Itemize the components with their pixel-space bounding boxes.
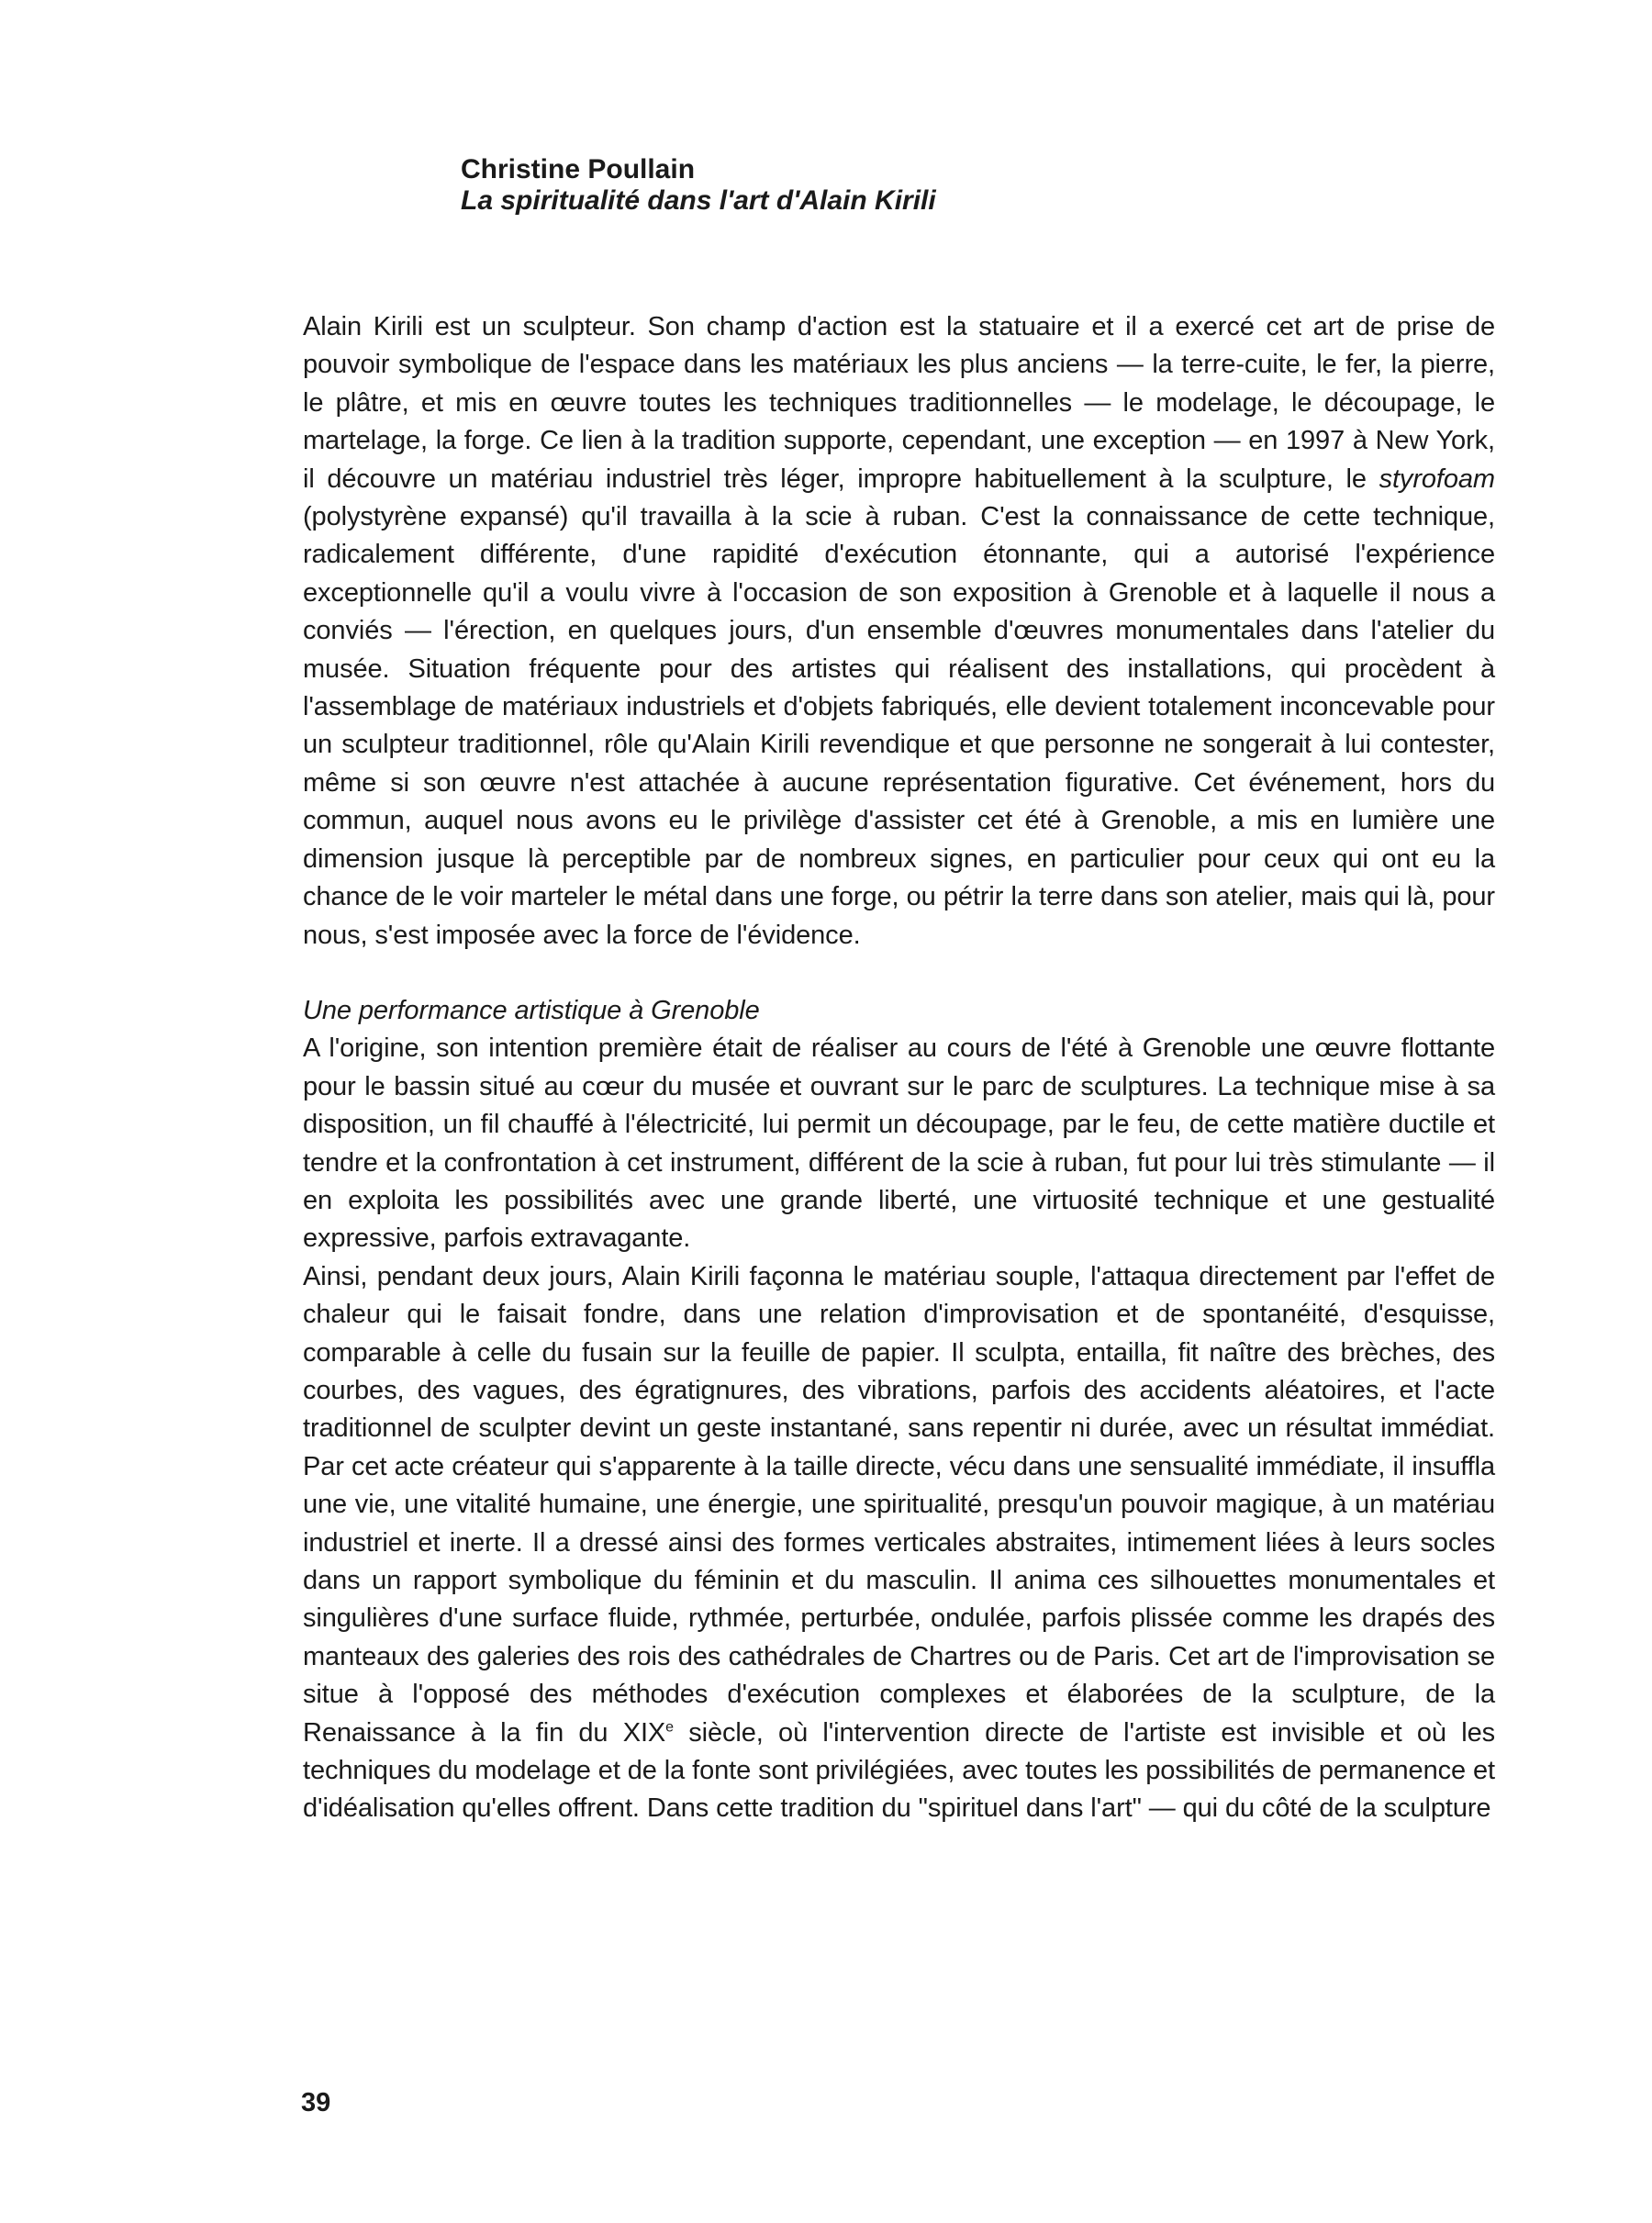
paragraph-intro-emphasis: styrofoam: [1379, 464, 1495, 494]
paragraph-origin: A l'origine, son intention première était de réaliser au cours de l'été à Grenoble une œuvre flottante pour le bassin situé au cœur du musée et ouvrant sur le parc de sculptures. La technique mise à sa disposition, un fil chauffé à l'électricité, lui permit un découpage, par le feu, de cette matière ductile et tendre et la confrontation à cet instrument, différent de la scie à ruban, fut pour lui très stimulante — il en exploita les possibilités avec une grande liberté, une virtuosité technique et une gestualité expressive, parfois extravagante.: [303, 1033, 1495, 1254]
paragraph-process-text-1: Ainsi, pendant deux jours, Alain Kirili façonna le matériau souple, l'attaqua directement par l'effet de chaleur qui le faisait fondre, dans une relation d'improvisation et de spontanéité, d'esquisse, comparable à celle du fusain sur la feuille de papier. Il sculpta, entailla, fit naître des brèches, des courbes, des vagues, des égratignures, des vibrations, parfois des accidents aléatoires, et l'acte traditionnel de sculpter devint un geste instantané, sans repentir ni durée, avec un résultat immédiat. Par cet acte créateur qui s'apparente à la taille directe, vécu dans une sensualité immédiate, il insuffla une vie, une vitalité humaine, une énergie, une spiritualité, presqu'un pouvoir magique, à un matériau industriel et inerte. Il a dressé ainsi des formes verticales abstraites, intimement liées à leurs socles dans un rapport symbolique du féminin et du masculin. Il anima ces silhouettes monumentales et singulières d'une surface fluide, rythmée, perturbée, ondulée, parfois plissée comme les drapés des manteaux des galeries des rois des cathédrales de Chartres ou de Paris. Cet art de l'improvisation se situe à l'opposé des méthodes d'exécution complexes et élaborées de la sculpture, de la Renaissance à la fin du XIX: [303, 1261, 1495, 1748]
article-body: [303, 308, 1495, 1828]
article-title: La spiritualité dans l'art d'Alain Kirili: [461, 185, 936, 216]
paragraph-intro-text-1: Alain Kirili est un sculpteur. Son champ d'action est la statuaire et il a exercé cet art de prise de pouvoir symbolique de l'espace dans les matériaux les plus anciens — la terre-cuite, le fer, la pierre, le plâtre, et mis en œuvre toutes les techniques traditionnelles — le modelage, le découpage, le martelage, la forge. Ce lien à la tradition supporte, cependant, une exception — en 1997 à New York, il découvre un matériau industriel très léger, impropre habituellement à la sculpture, le: [303, 312, 1495, 494]
paragraph-intro-text-2: (polystyrène expansé) qu'il travailla à la scie à ruban. C'est la connaissance de cette technique, radicalement différente, d'une rapidité d'exécution étonnante, qui a autorisé l'expérience exceptionnelle qu'il a voulu vivre à l'occasion de son exposition à Grenoble et à laquelle il nous a conviés — l'érection, en quelques jours, d'un ensemble d'œuvres monumentales dans l'atelier du musée. Situation fréquente pour des artistes qui réalisent des installations, qui procèdent à l'assemblage de matériaux industriels et d'objets fabriqués, elle devient totalement inconcevable pour un sculpteur traditionnel, rôle qu'Alain Kirili revendique et que personne ne songerait à lui contester, même si son œuvre n'est attachée à aucune représentation figurative. Cet événement, hors du commun, auquel nous avons eu le privilège d'assister cet été à Grenoble, a mis en lumière une dimension jusque là perceptible par de nombreux signes, en particulier pour ceux qui ont eu la chance de le voir marteler le métal dans une forge, ou pétrir la terre dans son atelier, mais qui là, pour nous, s'est imposée avec la force de l'évidence.: [303, 502, 1495, 950]
article-header: [461, 154, 936, 217]
paragraph-process-text-2: siècle, où l'intervention directe de l'artiste est invisible et où les techniques du modelage et de la fonte sont privilégiées, avec toutes les possibilités de permanence et d'idéalisation qu'elles offrent. Dans cette tradition du "spirituel dans l'art" — qui du côté de la sculpture: [303, 1717, 1495, 1824]
page-number: 39: [301, 2088, 331, 2117]
author-name: Christine Poullain: [461, 154, 696, 184]
century-superscript: e: [665, 1718, 674, 1735]
paragraph-process: [303, 1258, 1495, 1828]
section-heading: Une performance artistique à Grenoble: [303, 995, 760, 1025]
paragraph-gap: [303, 955, 1495, 992]
paragraph-intro: [303, 308, 1495, 955]
